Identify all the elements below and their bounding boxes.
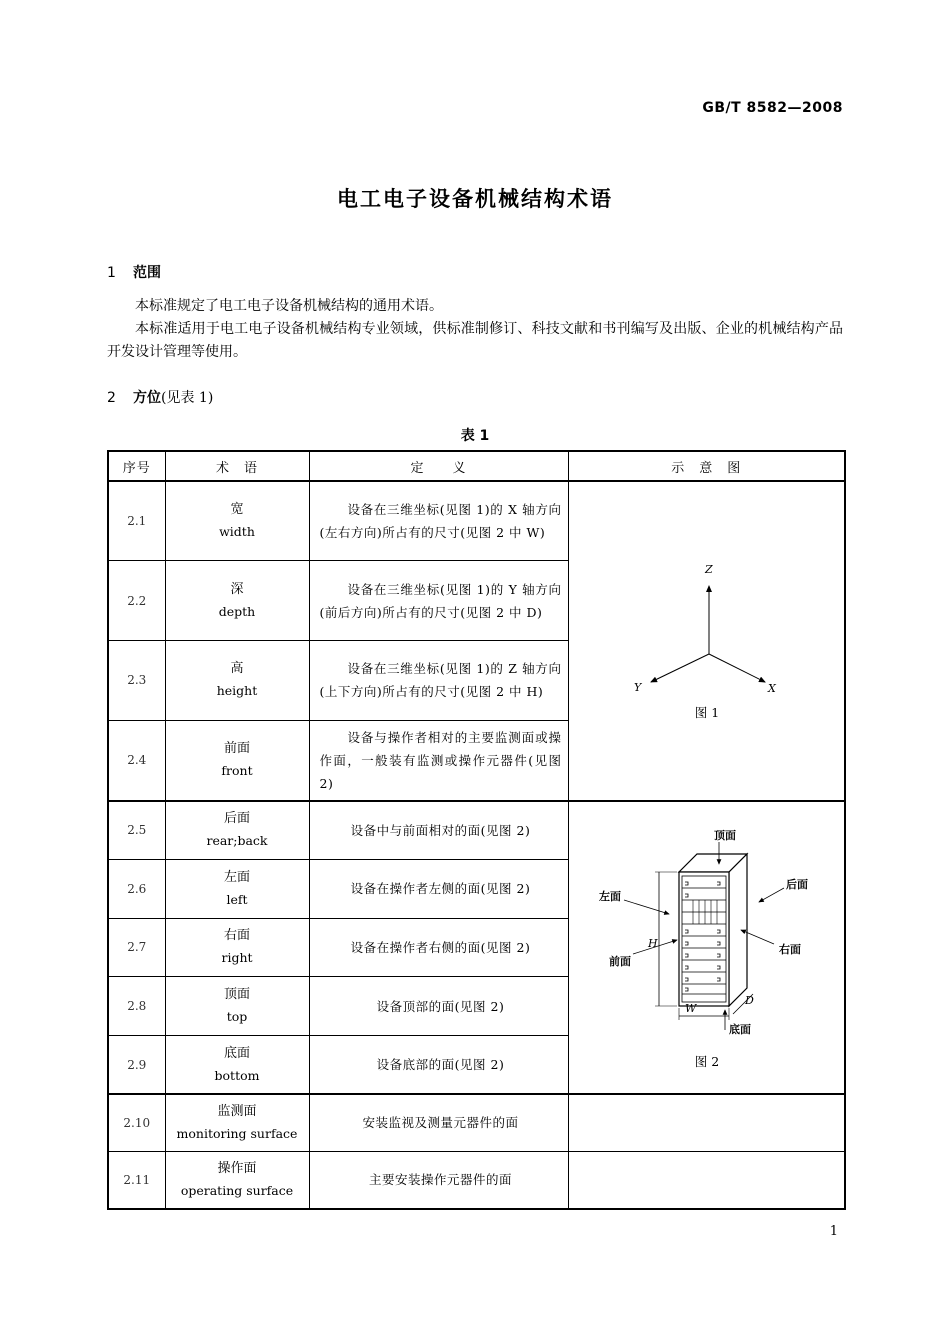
table-row [108, 801, 845, 859]
term-en: rear;back [206, 833, 268, 849]
section-1-heading [107, 262, 161, 282]
terms-table [107, 450, 846, 1210]
term-zh: 宽 [230, 502, 244, 518]
term-cell [165, 1151, 309, 1209]
back-leader [759, 888, 784, 902]
definition-cell [309, 977, 568, 1036]
figure-2-caption: 图 2 [694, 1054, 719, 1069]
definition-cell [309, 1094, 568, 1151]
table-row [108, 481, 845, 561]
term-zh: 顶面 [223, 987, 250, 1003]
section-2-table-ref: (见表 1) [161, 390, 214, 406]
definition-text: 设备在三维坐标(见图 1)的 Z 轴方向(上下方向)所占有的尺寸(见图 2 中 H) [319, 661, 562, 700]
term-zh: 右面 [223, 928, 250, 944]
dim-w-label: W [684, 1002, 696, 1015]
row-number: 2.9 [108, 1036, 165, 1094]
term-en: width [219, 524, 255, 540]
header-serial: 序号 [108, 451, 165, 481]
figure-1-axes [569, 482, 846, 796]
term-cell [165, 481, 309, 561]
term-cell [165, 720, 309, 801]
row-number: 2.8 [108, 977, 165, 1036]
table-caption: 表 1 [460, 428, 490, 444]
dim-h-label: H [647, 937, 658, 950]
term-zh: 后面 [223, 811, 250, 827]
label-right: 右面 [778, 943, 801, 956]
section-1-body [107, 295, 843, 364]
term-en: height [216, 683, 258, 699]
row-number: 2.7 [108, 918, 165, 976]
definition-cell [309, 720, 568, 801]
definition-cell [309, 1151, 568, 1209]
row-number: 2.5 [108, 801, 165, 859]
figure-1-cell [568, 481, 845, 801]
header-definition: 定 义 [309, 451, 568, 481]
document-title: 电工电子设备机械结构术语 [337, 187, 613, 211]
row-number: 2.11 [108, 1151, 165, 1209]
empty-diagram-cell [568, 1094, 845, 1151]
term-zh: 监测面 [217, 1103, 257, 1119]
term-zh: 前面 [223, 741, 250, 757]
table-row [108, 1151, 845, 1209]
term-cell [165, 561, 309, 641]
figure-2-cabinet [569, 802, 846, 1089]
axis-y-label: Y [633, 681, 641, 694]
row-number: 2.2 [108, 561, 165, 641]
row-number: 2.1 [108, 481, 165, 561]
cabinet-right-face [729, 854, 747, 1006]
row-number: 2.6 [108, 859, 165, 918]
row-number: 2.4 [108, 720, 165, 801]
standard-code: GB/T 8582—2008 [702, 100, 843, 116]
term-cell [165, 977, 309, 1036]
term-zh: 高 [230, 661, 244, 677]
section-1-paragraph: 本标准适用于电工电子设备机械结构专业领域，供标准制修订、科技文献和书刊编写及出版、企业的机械结构产品开发设计管理等使用。 [107, 321, 843, 360]
term-en: right [221, 950, 253, 966]
term-cell [165, 918, 309, 976]
row-number: 2.3 [108, 640, 165, 720]
table-row [108, 1094, 845, 1151]
axis-z-label: Z [704, 563, 713, 576]
section-2-title: 方位 [133, 390, 161, 406]
term-cell [165, 1036, 309, 1094]
table-header-row [108, 451, 845, 481]
section-1-title: 范围 [133, 265, 161, 281]
definition-cell [309, 918, 568, 976]
definition-text: 设备在三维坐标(见图 1)的 Y 轴方向(前后方向)所占有的尺寸(见图 2 中 D) [319, 581, 562, 620]
dim-d-label: D [744, 994, 754, 1007]
cabinet-front-face [679, 872, 729, 1006]
label-top: 顶面 [713, 829, 736, 842]
empty-diagram-cell [568, 1151, 845, 1209]
definition-cell [309, 481, 568, 561]
term-en: monitoring surface [176, 1125, 298, 1141]
axis-x-label: X [767, 682, 776, 695]
definition-text: 设备在三维坐标(见图 1)的 X 轴方向(左右方向)所占有的尺寸(见图 2 中 W) [319, 502, 562, 541]
label-left: 左面 [598, 890, 621, 903]
term-zh: 操作面 [217, 1160, 257, 1176]
axis-x-line [709, 654, 765, 682]
term-zh: 深 [230, 581, 244, 597]
term-en: front [221, 763, 253, 779]
definition-cell [309, 640, 568, 720]
definition-text: 设备在操作者左侧的面(见图 2) [350, 881, 531, 897]
section-1-number: 1 [107, 265, 116, 281]
section-1-paragraph: 本标准规定了电工电子设备机械结构的通用术语。 [135, 298, 443, 314]
left-leader [624, 900, 669, 914]
term-cell [165, 640, 309, 720]
definition-cell [309, 801, 568, 859]
page-number: 1 [829, 1224, 838, 1239]
section-2-number: 2 [107, 390, 116, 406]
definition-text: 设备中与前面相对的面(见图 2) [350, 822, 531, 838]
definition-text: 设备底部的面(见图 2) [376, 1057, 505, 1073]
term-en: top [226, 1009, 248, 1025]
definition-text: 设备与操作者相对的主要监测面或操作面，一般装有监测或操作元器件(见图 2) [319, 729, 562, 791]
definition-text: 主要安装操作元器件的面 [368, 1172, 512, 1188]
term-en: depth [218, 603, 256, 619]
definition-text: 设备顶部的面(见图 2) [376, 998, 505, 1014]
section-2-heading [107, 387, 213, 407]
label-front: 前面 [608, 955, 631, 968]
term-cell [165, 859, 309, 918]
term-en: operating surface [180, 1182, 294, 1198]
definition-text: 设备在操作者右侧的面(见图 2) [350, 939, 531, 955]
term-cell [165, 801, 309, 859]
term-en: left [226, 891, 248, 907]
header-term: 术 语 [165, 451, 309, 481]
term-zh: 左面 [223, 869, 250, 885]
definition-text: 安装监视及测量元器件的面 [362, 1115, 519, 1131]
figure-1-caption: 图 1 [694, 705, 719, 720]
term-zh: 底面 [223, 1045, 250, 1061]
definition-cell [309, 859, 568, 918]
label-back: 后面 [785, 878, 808, 891]
row-number: 2.10 [108, 1094, 165, 1151]
label-bottom: 底面 [728, 1023, 751, 1036]
term-en: bottom [214, 1067, 260, 1083]
figure-2-cell [568, 801, 845, 1094]
definition-cell [309, 1036, 568, 1094]
axis-y-line [651, 654, 709, 682]
term-cell [165, 1094, 309, 1151]
header-diagram: 示 意 图 [568, 451, 845, 481]
definition-cell [309, 561, 568, 641]
